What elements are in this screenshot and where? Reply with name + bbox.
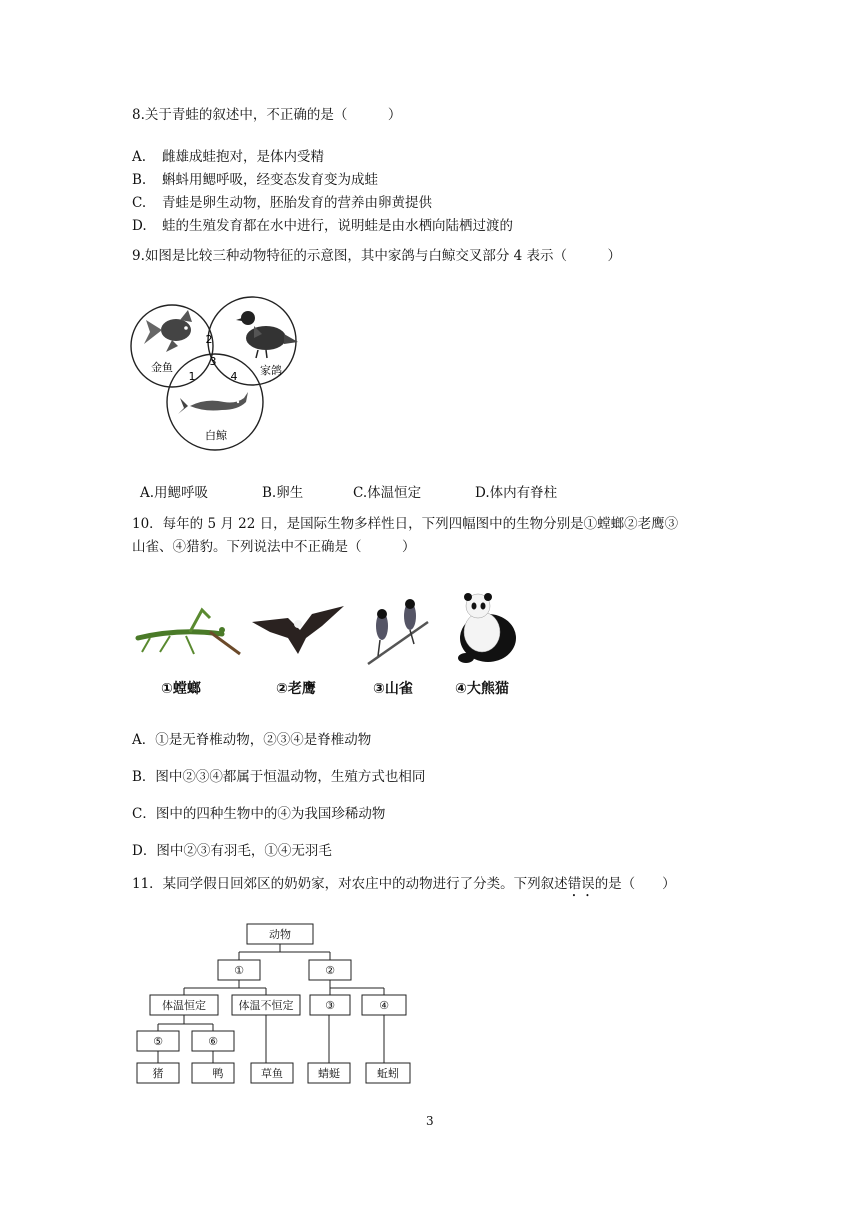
mantis-icon: [138, 610, 240, 654]
q11-stem-pre: 11．某同学假日回郊区的奶奶家，对农庄中的动物进行了分类。下列叙述: [132, 876, 568, 892]
venn-region-1: 1: [188, 370, 196, 383]
animal-label-tit: ③山雀: [373, 681, 413, 697]
q10-option-c: C．图中的四种生物中的④为我国珍稀动物: [132, 806, 386, 822]
q11-stem: [132, 876, 676, 900]
option-text: 蝌蚪用鳃呼吸，经变态发育变为成蛙: [162, 172, 378, 188]
option-text: 雌雄成蛙抱对，是体内受精: [162, 149, 324, 165]
option-letter: A.: [132, 149, 147, 165]
q10-option-a: A．①是无脊椎动物，②③④是脊椎动物: [132, 732, 372, 748]
tree-node-5: ⑤: [153, 1035, 163, 1048]
option-letter: D.: [132, 218, 147, 234]
tree-leaf-carp: 草鱼: [261, 1067, 283, 1080]
tree-root: 动物: [269, 928, 291, 941]
tree-node-6: ⑥: [208, 1035, 218, 1048]
whale-icon: [178, 392, 248, 414]
goldfish-icon: [144, 310, 192, 352]
eagle-icon: [252, 606, 344, 654]
animal-pictures: [130, 592, 530, 672]
q9-stem: 9.如图是比较三种动物特征的示意图，其中家鸽与白鲸交叉部分 4 表示（ ）: [132, 248, 622, 264]
venn-region-2: 2: [205, 333, 213, 346]
tree-node-4: ④: [379, 999, 389, 1012]
page-number: 3: [426, 1114, 434, 1128]
tree-node-2: ②: [325, 964, 335, 977]
q10-option-b: B．图中②③④都属于恒温动物，生殖方式也相同: [132, 769, 426, 785]
venn-region-4: 4: [230, 370, 238, 383]
tree-leaf-dragonfly: 蜻蜓: [318, 1067, 340, 1080]
q11-stem-post: 的是（ ）: [594, 876, 676, 892]
tit-birds-icon: [368, 599, 428, 664]
tree-leaf-pig: 猪: [152, 1067, 164, 1080]
q8-stem: 8.关于青蛙的叙述中，不正确的是（ ）: [132, 107, 402, 123]
panda-icon: [458, 593, 516, 663]
q10-stem-line2: 山雀、④猎豹。下列说法中不正确是（ ）: [132, 539, 416, 555]
q11-stem-emphasis: 错误: [567, 876, 595, 892]
q9-option-b: B.卵生: [262, 485, 304, 501]
option-letter: B.: [132, 172, 147, 188]
animal-label-panda: ④大熊猫: [455, 681, 509, 697]
option-text: 青蛙是卵生动物，胚胎发育的营养由卵黄提供: [162, 195, 432, 211]
q9-option-c: C.体温恒定: [353, 485, 422, 501]
option-letter: C.: [132, 195, 147, 211]
q8-option-c: [132, 191, 432, 211]
q9-option-d: D.体内有脊柱: [475, 485, 558, 501]
animal-label-mantis: ①螳螂: [161, 681, 201, 697]
tree-leaf-duck: 鸭: [212, 1067, 224, 1080]
venn-region-3: 3: [209, 355, 217, 368]
tree-node-1: ①: [234, 964, 244, 977]
q10-stem-line1: 10．每年的 5 月 22 日，是国际生物多样性日，下列四幅图中的生物分别是①螳螂②老鹰③: [132, 516, 679, 532]
pigeon-label: 家鸽: [260, 364, 282, 377]
q10-option-d: D．图中②③有羽毛，①④无羽毛: [132, 843, 332, 859]
q9-option-a: A.用鳃呼吸: [140, 485, 209, 501]
whale-label: 白鲸: [205, 429, 227, 442]
pigeon-icon: [236, 311, 298, 358]
goldfish-label: 金鱼: [151, 361, 173, 374]
tree-node-3: ③: [325, 999, 335, 1012]
classification-tree: [130, 920, 420, 1090]
option-text: 蛙的生殖发育都在水中进行，说明蛙是由水栖向陆栖过渡的: [162, 218, 513, 234]
tree-node-warm: 体温恒定: [162, 999, 206, 1012]
q8-option-b: [132, 168, 378, 188]
q8-option-a: [132, 145, 324, 165]
venn-diagram: [126, 286, 306, 454]
animal-label-eagle: ②老鹰: [276, 681, 316, 697]
tree-node-cold: 体温不恒定: [238, 999, 294, 1012]
tree-leaf-earthworm: 蚯蚓: [377, 1067, 399, 1080]
q8-option-d: [132, 214, 513, 234]
